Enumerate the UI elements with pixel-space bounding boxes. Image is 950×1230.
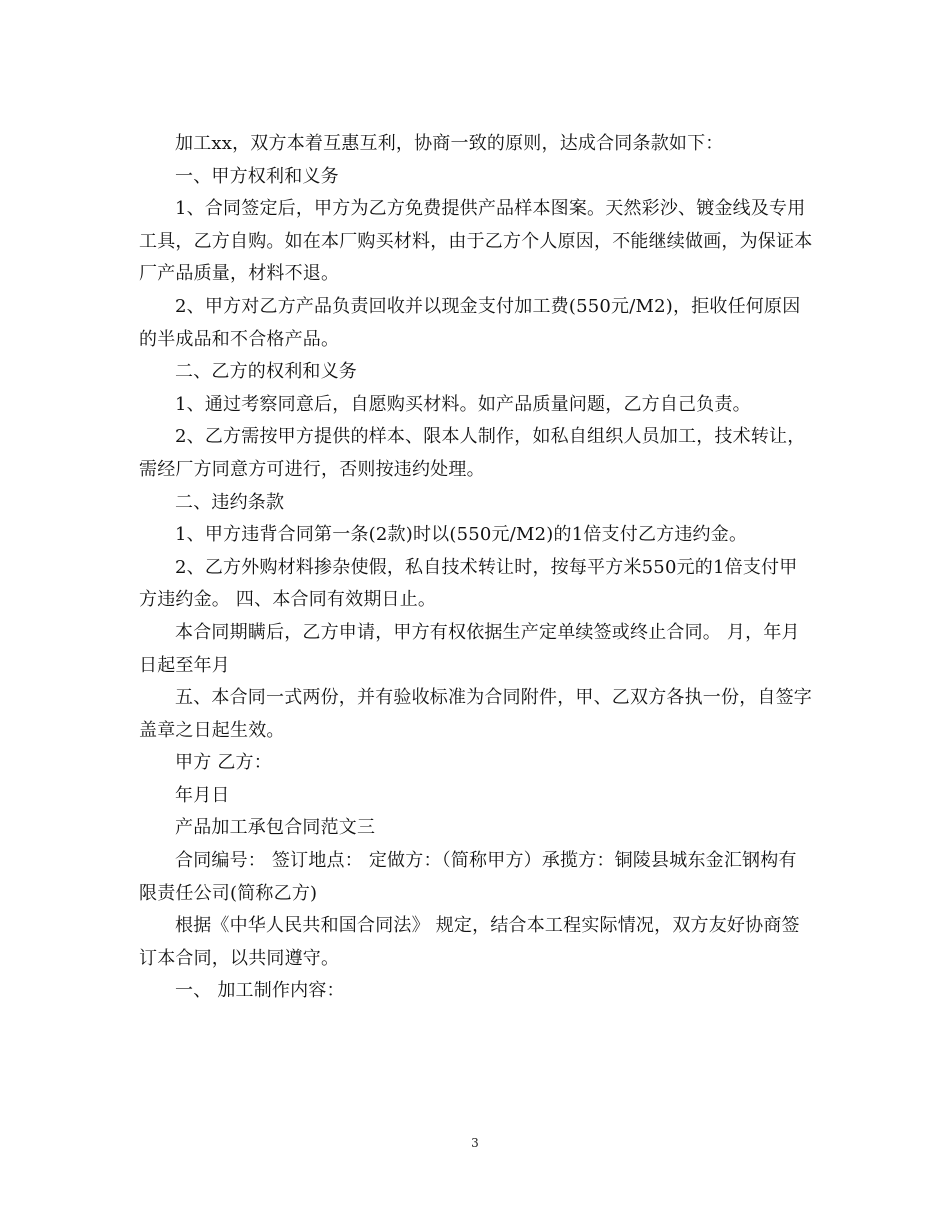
paragraph-party-a-clause-1: 1、合同签定后，甲方为乙方免费提供产品样本图案。天然彩沙、镀金线及专用工具，乙方自购。如在本厂购买材料，由于乙方个人原因，不能继续做画，为保证本厂产品质量，材料不退。 [139, 198, 813, 285]
signature-date: 年月日 [175, 784, 230, 806]
paragraph-party-b-clause-2: 2、乙方需按甲方提供的样本、限本人制作，如私自组织人员加工，技术转让，需经厂方同意方可进行，否则按违约处理。 [139, 426, 806, 480]
paragraph-party-a-clause-2: 2、甲方对乙方产品负责回收并以现金支付加工费(550元/M2)，拒收任何原因的半成品和不合格产品。 [139, 295, 801, 350]
document-body [139, 128, 814, 1008]
heading-breach-terms: 二、违约条款 [175, 491, 285, 513]
paragraph-intro: 加工xx，双方本着互惠互利，协商一致的原则，达成合同条款如下： [175, 133, 724, 154]
heading-processing-content: 一、 加工制作内容： [175, 980, 345, 1002]
page-number: 3 [471, 1136, 479, 1150]
section-title-sample-three: 产品加工承包合同范文三 [175, 817, 376, 839]
paragraph-party-b-clause-1: 1、通过考察同意后，自愿购买材料。如产品质量问题，乙方自己负责。 [175, 393, 751, 415]
paragraph-contract-term: 本合同期瞒后，乙方申请，甲方有权依据生产定单续签或终止合同。 月，年月日起至年月 [139, 621, 800, 676]
heading-party-b-rights: 二、乙方的权利和义务 [175, 361, 357, 383]
paragraph-breach-clause-2: 2、乙方外购材料掺杂使假，私自技术转让时，按每平方米550元的1倍支付甲方违约金。 四、本合同有效期日止。 [139, 556, 798, 611]
paragraph-legal-basis: 根据《中华人民共和国合同法》 规定，结合本工程实际情况，双方友好协商签订本合同，以共同遵守。 [139, 915, 800, 969]
paragraph-breach-clause-1: 1、甲方违背合同第一条(2款)时以(550元/M2)的1倍支付乙方违约金。 [175, 524, 748, 546]
paragraph-contract-info: 合同编号： 签订地点： 定做方：（简称甲方）承揽方：铜陵县城东金汇钢构有限责任公司(简称乙方) [139, 850, 797, 904]
signature-parties: 甲方 乙方： [175, 752, 272, 774]
paragraph-copies-effective: 五、本合同一式两份，并有验收标准为合同附件，甲、乙双方各执一份，自签字盖章之日起生效。 [139, 687, 812, 741]
heading-party-a-rights: 一、甲方权利和义务 [175, 165, 339, 187]
